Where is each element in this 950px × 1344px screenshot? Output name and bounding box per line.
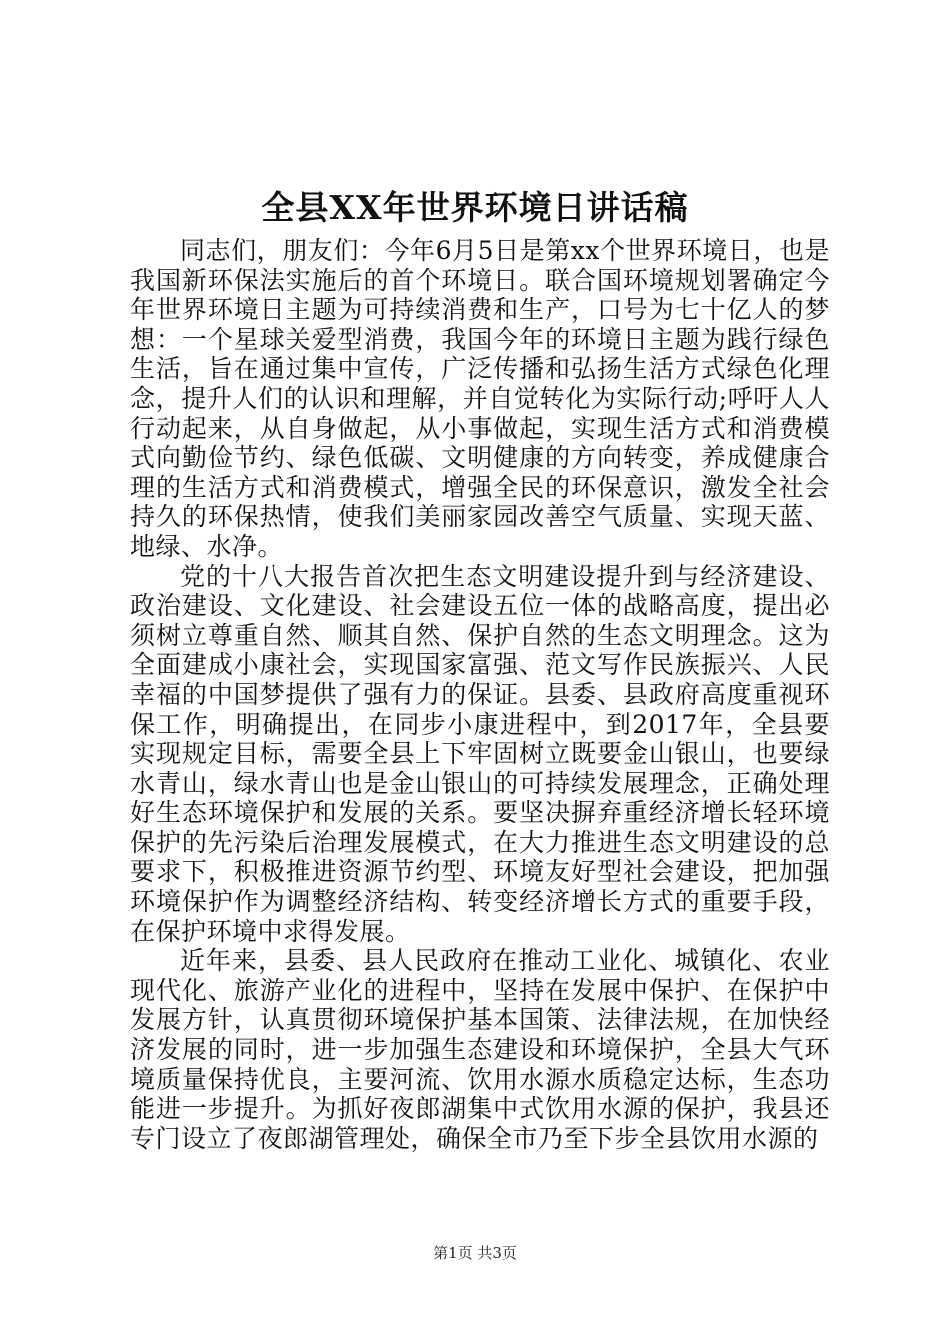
- paragraph-2: 党的十八大报告首次把生态文明建设提升到与经济建设、政治建设、文化建设、社会建设五位一体的战略高度，提出必须树立尊重自然、顺其自然、保护自然的生态文明理念。这为全面建成小康社会，实现国家富强、范文写作民族振兴、人民幸福的中国梦提供了强有力的保证。县委、县政府高度重视环保工作，明确提出，在同步小康进程中，到2017年，全县要实现规定目标，需要全县上下牢固树立既要金山银山，也要绿水青山，绿水青山也是金山银山的可持续发展理念，正确处理好生态环境保护和发展的关系。要坚决摒弃重经济增长轻环境保护的先污染后治理发展模式，在大力推进生态文明建设的总要求下，积极推进资源节约型、环境友好型社会建设，把加强环境保护作为调整经济结构、转变经济增长方式的重要手段，在保护环境中求得发展。: [130, 561, 830, 946]
- document-body: [130, 236, 830, 1153]
- page-number-footer: 第1页 共3页: [433, 1244, 517, 1262]
- document-title: 全县XX年世界环境日讲话稿: [261, 188, 689, 227]
- paragraph-1: 同志们，朋友们：今年6月5日是第xx个世界环境日，也是我国新环保法实施后的首个环境日。联合国环境规划署确定今年世界环境日主题为可持续消费和生产，口号为七十亿人的梦想：一个星球关爱型消费，我国今年的环境日主题为践行绿色生活，旨在通过集中宣传，广泛传播和弘扬生活方式绿色化理念，提升人们的认识和理解，并自觉转化为实际行动;呼吁人人行动起来，从自身做起，从小事做起，实现生活方式和消费模式向勤俭节约、绿色低碳、文明健康的方向转变，养成健康合理的生活方式和消费模式，增强全民的环保意识，激发全社会持久的环保热情，使我们美丽家园改善空气质量、实现天蓝、地绿、水净。: [130, 236, 830, 561]
- paragraph-3: 近年来，县委、县人民政府在推动工业化、城镇化、农业现代化、旅游产业化的进程中，坚持在发展中保护、在保护中发展方针，认真贯彻环境保护基本国策、法律法规，在加快经济发展的同时，进一步加强生态建设和环境保护，全县大气环境质量保持优良，主要河流、饮用水源水质稳定达标，生态功能进一步提升。为抓好夜郎湖集中式饮用水源的保护，我县还专门设立了夜郎湖管理处，确保全市乃至下步全县饮用水源的: [130, 946, 830, 1153]
